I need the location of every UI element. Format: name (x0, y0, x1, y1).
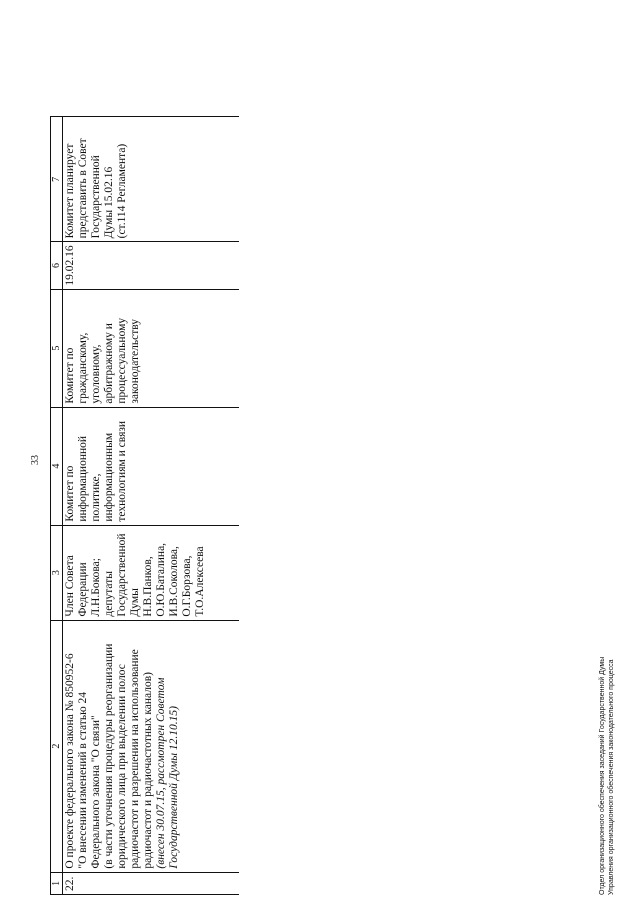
author-line: О.Г.Борзова, (181, 555, 193, 617)
author-line: Думы (129, 588, 141, 617)
co-committee-line: арбитражному и (103, 323, 115, 404)
col-header-6: 6 (51, 242, 63, 289)
co-committee (63, 289, 240, 407)
author-line: Государственной (116, 533, 128, 617)
author-line: Л.Н.Бокова; (90, 558, 102, 617)
page-number: 33 (30, 455, 41, 465)
author-line: Т.О.Алексеева (194, 546, 206, 617)
note-line: (ст.114 Регламента) (116, 143, 128, 239)
col-header-4: 4 (51, 407, 63, 525)
bill-status-line: Государственной Думы 12.10.15) (168, 706, 180, 869)
committee-line: технологиям и связи (116, 420, 128, 522)
note-line: Государственной (90, 155, 102, 239)
bills-table (50, 116, 239, 895)
co-committee-line: гражданскому, (77, 332, 89, 404)
note-line: Думы 15.02.16 (103, 166, 115, 239)
bill-authors (63, 525, 240, 620)
note-line: Комитет планирует (64, 143, 76, 239)
col-header-2: 2 (51, 620, 63, 872)
col-header-1: 1 (51, 872, 63, 894)
header-row (51, 117, 63, 895)
col-header-7: 7 (51, 117, 63, 242)
footer (598, 657, 616, 895)
bill-line: "О внесении изменений в статью 24 (77, 691, 89, 869)
author-line: Н.В.Панков, (142, 556, 154, 617)
col-header-5: 5 (51, 289, 63, 407)
notes-cell (63, 117, 240, 242)
co-committee-line: Комитет по (64, 347, 76, 404)
bill-line: (в части уточнения процедуры реорганизации (103, 643, 115, 869)
committee-line: Комитет по (64, 465, 76, 522)
author-line: депутаты (103, 571, 115, 617)
bill-description (63, 620, 240, 872)
table-row (63, 117, 240, 895)
author-line: Федерации (77, 562, 89, 617)
responsible-committee (63, 407, 240, 525)
committee-line: информационной (77, 435, 89, 522)
col-header-3: 3 (51, 525, 63, 620)
bill-line: радиочастот и разрешении на использование (129, 649, 141, 869)
committee-line: политике, (90, 473, 102, 522)
author-line: И.В.Соколова, (168, 546, 180, 617)
author-line: Член Совета (64, 555, 76, 617)
bill-line: Федерального закона "О связи" (90, 715, 102, 869)
footer-line: Управления организационного обеспечения законодательного процесса (608, 659, 615, 895)
co-committee-line: уголовному, (90, 344, 102, 404)
bill-line: О проекте федерального закона № 850952-6 (64, 653, 76, 869)
bill-status-line: (внесен 30.07.15, рассмотрен Советом (155, 677, 167, 869)
footer-line: Отдел организационного обеспечения заседаний Государственной Думы (599, 656, 606, 895)
date-cell (63, 242, 240, 289)
row-number: 22. (63, 872, 240, 894)
co-committee-line: законодательству (129, 318, 141, 404)
author-line: О.Ю.Баталина, (155, 542, 167, 617)
co-committee-line: процессуальному (116, 317, 128, 404)
bill-line: юридического лица при выделении полос (116, 664, 128, 869)
bill-line: радиочастот и радиочастотных каналов) (142, 671, 154, 869)
date-line: 19.02.16 (64, 245, 76, 286)
note-line: представить в Совет (77, 138, 89, 239)
committee-line: информационным (103, 432, 115, 522)
